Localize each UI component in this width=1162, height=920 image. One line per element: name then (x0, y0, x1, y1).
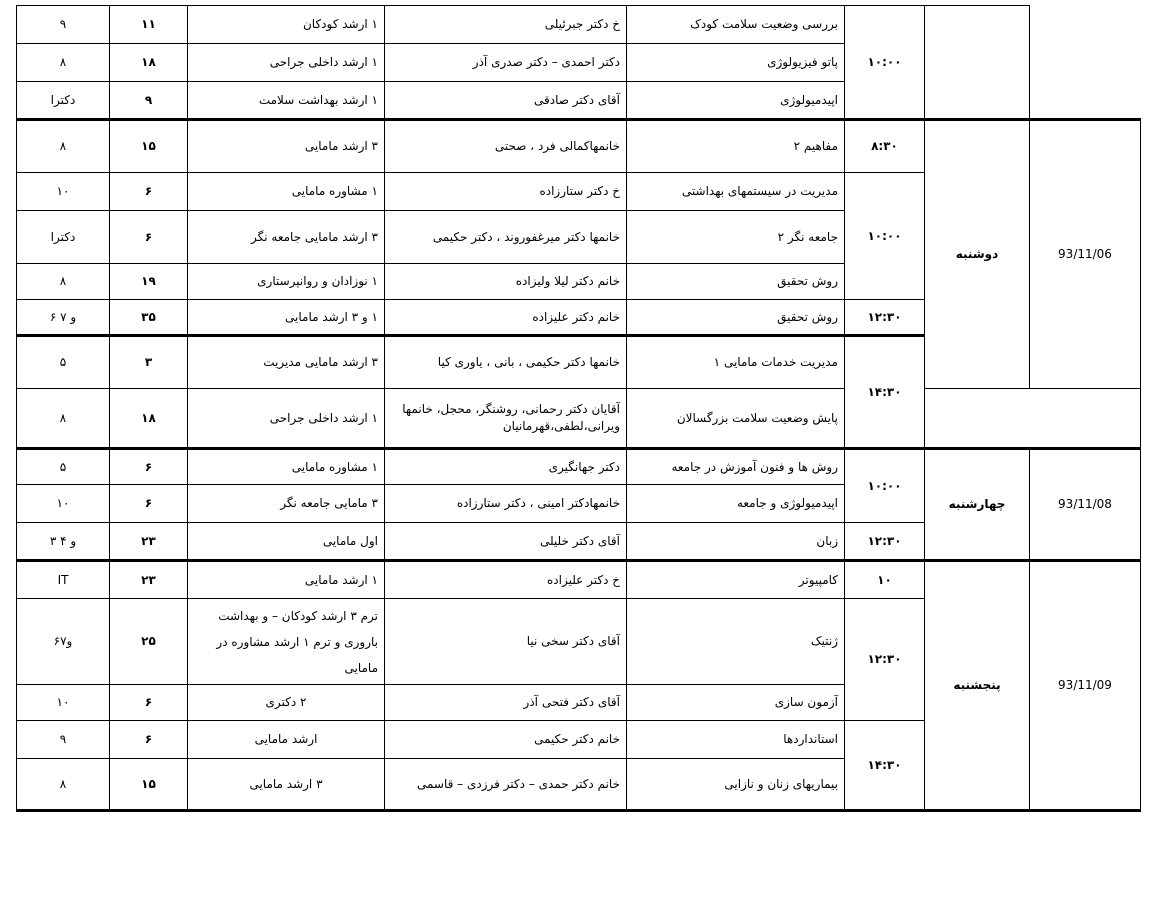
course-cell: اپیدمیولوژی و جامعه (627, 485, 845, 523)
course-cell: روش تحقیق (627, 300, 845, 336)
count-cell: ۱۵ (110, 759, 188, 811)
term-cell: دکترا (17, 211, 110, 264)
term-cell: ۱۰ (17, 173, 110, 211)
count-cell: ۳ (110, 336, 188, 389)
course-cell: اپیدمیولوژی (627, 82, 845, 120)
teacher-cell: دکتر جهانگیری (385, 449, 627, 485)
teacher-cell: خانمهادکتر امینی ، دکتر ستارزاده (385, 485, 627, 523)
count-cell: ۱۵ (110, 120, 188, 173)
course-cell: مفاهیم ۲ (627, 120, 845, 173)
date-cell: 93/11/09 (1030, 561, 1141, 811)
time-cell: ۱۲:۳۰ (845, 523, 925, 561)
course-cell: ژنتیک (627, 599, 845, 685)
day-cell-empty (925, 6, 1030, 120)
term-cell: ۸ (17, 44, 110, 82)
teacher-cell: آقای دکتر صادقی (385, 82, 627, 120)
time-cell: ۱۴:۳۰ (845, 721, 925, 811)
group-cell: ۳ ارشد مامایی جامعه نگر (188, 211, 385, 264)
group-cell: ۱ نوزادان و روانپرستاری (188, 264, 385, 300)
term-cell: ۶ و ۷ (17, 300, 110, 336)
table-row (17, 6, 1141, 44)
group-cell: ۱ مشاوره مامایی (188, 449, 385, 485)
date-cell-empty (1030, 6, 1141, 120)
course-cell: آزمون سازی (627, 685, 845, 721)
group-cell: ۱ ارشد بهداشت سلامت (188, 82, 385, 120)
term-cell: ۱۰ (17, 485, 110, 523)
course-cell: روش تحقیق (627, 264, 845, 300)
term-cell: ۹ (17, 721, 110, 759)
group-cell: ۳ ارشد مامایی (188, 120, 385, 173)
teacher-cell: آقای دکتر فتحی آذر (385, 685, 627, 721)
time-cell: ۸:۳۰ (845, 120, 925, 173)
group-cell: ۳ ارشد مامایی مدیریت (188, 336, 385, 389)
day-cell: دوشنبه (925, 120, 1030, 389)
date-cell: 93/11/08 (1030, 449, 1141, 561)
table-row (17, 389, 1141, 449)
term-cell: ۸ (17, 389, 110, 449)
count-cell: ۱۹ (110, 264, 188, 300)
table-row (17, 449, 1141, 485)
course-cell: پایش وضعیت سلامت بزرگسالان (627, 389, 845, 449)
course-cell: روش ها و فنون آموزش در جامعه (627, 449, 845, 485)
count-cell: ۶ (110, 721, 188, 759)
course-cell: استانداردها (627, 721, 845, 759)
course-cell: زبان (627, 523, 845, 561)
time-cell: ۱۰:۰۰ (845, 6, 925, 120)
course-cell: بیماریهای زنان و نازایی (627, 759, 845, 811)
date-cell: 93/11/06 (1030, 120, 1141, 389)
teacher-cell: خ دکتر جبرئیلی (385, 6, 627, 44)
table-row (17, 120, 1141, 173)
teacher-cell: خانمها دکتر میرغفوروند ، دکتر حکیمی (385, 211, 627, 264)
teacher-cell: خانم دکتر حکیمی (385, 721, 627, 759)
course-cell: پاتو فیزیولوژی (627, 44, 845, 82)
count-cell: ۶ (110, 685, 188, 721)
teacher-cell: خانم دکتر لیلا ولیزاده (385, 264, 627, 300)
term-cell: ۹ (17, 6, 110, 44)
teacher-cell: خانم دکتر علیزاده (385, 300, 627, 336)
group-cell: ۳ ارشد مامایی (188, 759, 385, 811)
count-cell: ۳۵ (110, 300, 188, 336)
time-cell: ۱۰:۰۰ (845, 173, 925, 300)
table-row (17, 561, 1141, 599)
group-cell: ۱ مشاوره مامایی (188, 173, 385, 211)
count-cell: ۲۳ (110, 523, 188, 561)
teacher-cell: آقای دکتر سخی نیا (385, 599, 627, 685)
time-cell: ۱۲:۳۰ (845, 599, 925, 721)
group-cell: ۱ ارشد مامایی (188, 561, 385, 599)
time-cell: ۱۲:۳۰ (845, 300, 925, 336)
group-cell: ۱ و ۳ ارشد مامایی (188, 300, 385, 336)
term-cell: ۳ و ۴ (17, 523, 110, 561)
count-cell: ۶ (110, 211, 188, 264)
group-cell: ارشد مامایی (188, 721, 385, 759)
teacher-cell: خ دکتر ستارزاده (385, 173, 627, 211)
teacher-cell: خانم دکتر حمدی – دکتر فرزدی – قاسمی (385, 759, 627, 811)
day-cell: چهارشنبه (925, 449, 1030, 561)
term-cell: ۵ (17, 449, 110, 485)
teacher-cell: دکتر احمدی – دکتر صدری آذر (385, 44, 627, 82)
count-cell: ۶ (110, 485, 188, 523)
course-cell: جامعه نگر ۲ (627, 211, 845, 264)
time-cell: ۱۰ (845, 561, 925, 599)
group-cell: ۱ ارشد کودکان (188, 6, 385, 44)
course-cell: بررسی وضعیت سلامت کودک (627, 6, 845, 44)
term-cell: ۸ (17, 120, 110, 173)
day-cell: پنجشنبه (925, 561, 1030, 811)
teacher-cell: خ دکتر علیزاده (385, 561, 627, 599)
time-cell: ۱۰:۰۰ (845, 449, 925, 523)
teacher-cell: خانمهاکمالی فرد ، صحتی (385, 120, 627, 173)
schedule-table (16, 5, 1141, 812)
group-cell: ترم ۳ ارشد کودکان – و بهداشت باروری و ترم ۱ ارشد مشاوره در مامایی (188, 599, 385, 685)
group-cell: ۳ مامایی جامعه نگر (188, 485, 385, 523)
count-cell: ۱۸ (110, 389, 188, 449)
teacher-cell: آقایان دکتر رحمانی، روشنگر، محجل، خانمها ویرانی،لطفی،قهرمانیان (385, 389, 627, 449)
count-cell: ۶ (110, 173, 188, 211)
term-cell: دکترا (17, 82, 110, 120)
term-cell: ۶و۷ (17, 599, 110, 685)
teacher-cell: خانمها دکتر حکیمی ، بانی ، یاوری کیا (385, 336, 627, 389)
term-cell: ۸ (17, 264, 110, 300)
term-cell: ۱۰ (17, 685, 110, 721)
count-cell: ۲۵ (110, 599, 188, 685)
term-cell: ۸ (17, 759, 110, 811)
course-cell: مدیریت در سیستمهای بهداشتی (627, 173, 845, 211)
group-cell: اول مامایی (188, 523, 385, 561)
count-cell: ۲۳ (110, 561, 188, 599)
count-cell: ۶ (110, 449, 188, 485)
term-cell: IT (17, 561, 110, 599)
group-cell: ۱ ارشد داخلی جراحی (188, 389, 385, 449)
time-cell: ۱۴:۳۰ (845, 336, 925, 449)
teacher-cell: آقای دکتر خلیلی (385, 523, 627, 561)
count-cell: ۱۸ (110, 44, 188, 82)
count-cell: ۹ (110, 82, 188, 120)
course-cell: کامپیوتر (627, 561, 845, 599)
group-cell: ۲ دکتری (188, 685, 385, 721)
term-cell: ۵ (17, 336, 110, 389)
group-cell: ۱ ارشد داخلی جراحی (188, 44, 385, 82)
course-cell: مدیریت خدمات مامایی ۱ (627, 336, 845, 389)
count-cell: ۱۱ (110, 6, 188, 44)
